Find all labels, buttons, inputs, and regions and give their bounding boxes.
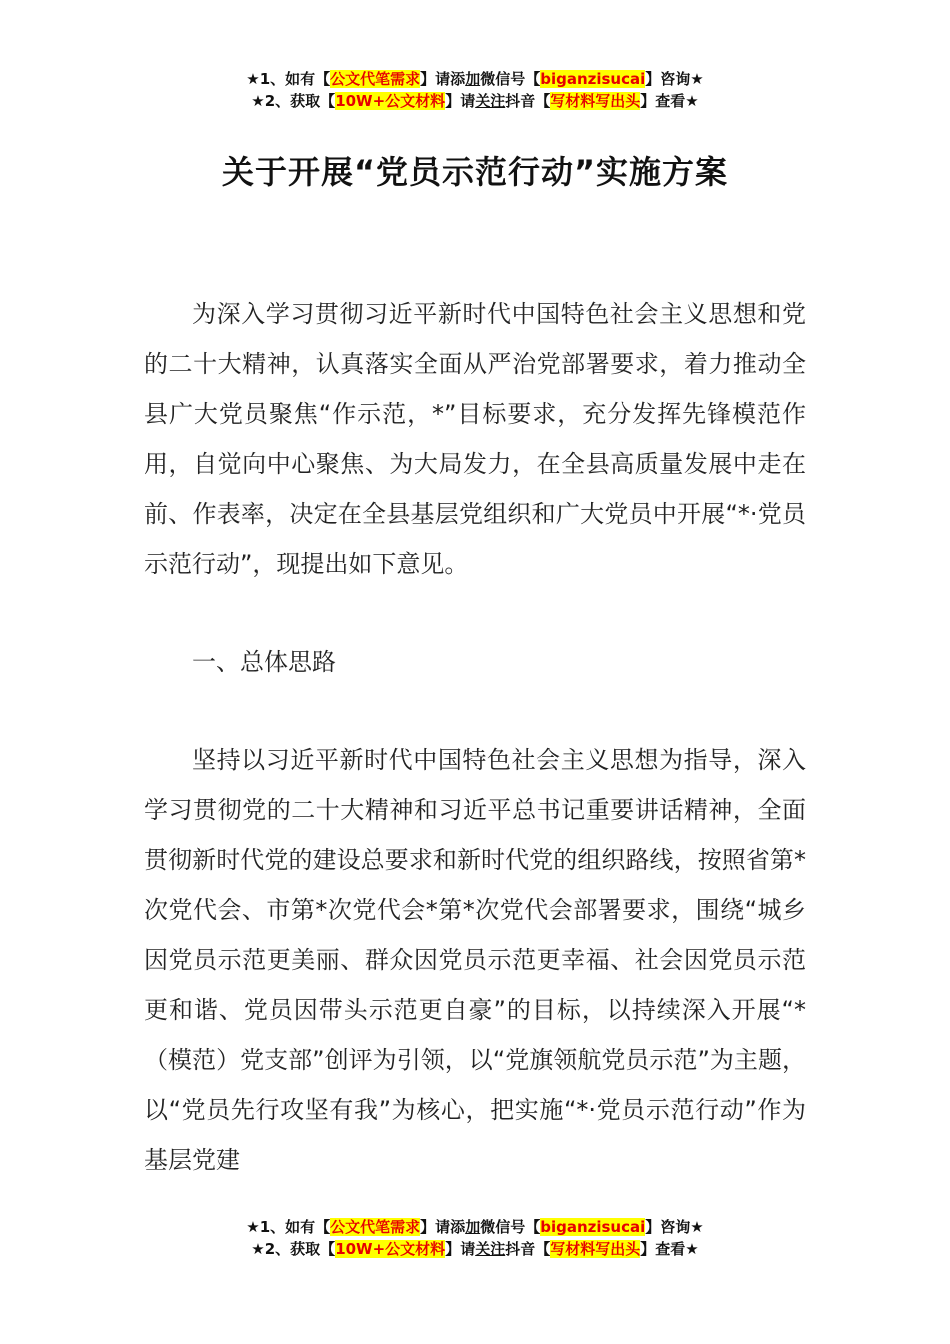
highlight-service: 公文代笔需求 xyxy=(330,70,421,88)
document-title: 关于开展“党员示范行动”实施方案 xyxy=(221,153,729,191)
header-banner xyxy=(0,68,950,112)
banner-line-2: ★2、获取【10W+公文材料】请关注抖音【写材料写出头】查看★ xyxy=(251,1240,699,1258)
highlight-douyin: 写材料写出头 xyxy=(550,92,641,110)
highlight-service: 公文代笔需求 xyxy=(330,1218,421,1236)
highlight-douyin: 写材料写出头 xyxy=(550,1240,641,1258)
banner-line-1: ★1、如有【公文代笔需求】请添加微信号【biganzisucai】咨询★ xyxy=(246,1218,704,1236)
section-heading-1: 一、总体思路 xyxy=(192,648,336,676)
intro-paragraph: 为深入学习贯彻习近平新时代中国特色社会主义思想和党的二十大精神，认真落实全面从严治党部署要求，着力推动全县广大党员聚焦“作示范，*”目标要求，充分发挥先锋模范作用，自觉向中心聚焦、为大局发力，在全县高质量发展中走在前、作表率，决定在全县基层党组织和广大党员中开展“*·党员示范行动”，现提出如下意见。 xyxy=(144,300,806,578)
section-1-paragraph: 坚持以习近平新时代中国特色社会主义思想为指导，深入学习贯彻党的二十大精神和习近平总书记重要讲话精神，全面贯彻新时代党的建设总要求和新时代党的组织路线，按照省第*次党代会、市第*次党代会*第*次党代会部署要求，围绕“城乡因党员示范更美丽、群众因党员示范更幸福、社会因党员示范更和谐、党员因带头示范更自豪”的目标，以持续深入开展“*（模范）党支部”创评为引领，以“党旗领航党员示范”为主题，以“党员先行攻坚有我”为核心，把实施“*·党员示范行动”作为基层党建 xyxy=(144,746,806,1174)
banner-line-2: ★2、获取【10W+公文材料】请关注抖音【写材料写出头】查看★ xyxy=(251,92,699,110)
highlight-wechat-id: biganzisucai xyxy=(540,1218,646,1236)
highlight-materials: 10W+公文材料 xyxy=(335,92,446,110)
banner-line-1: ★1、如有【公文代笔需求】请添加微信号【biganzisucai】咨询★ xyxy=(246,70,704,88)
footer-banner xyxy=(0,1216,950,1260)
highlight-wechat-id: biganzisucai xyxy=(540,70,646,88)
highlight-materials: 10W+公文材料 xyxy=(335,1240,446,1258)
